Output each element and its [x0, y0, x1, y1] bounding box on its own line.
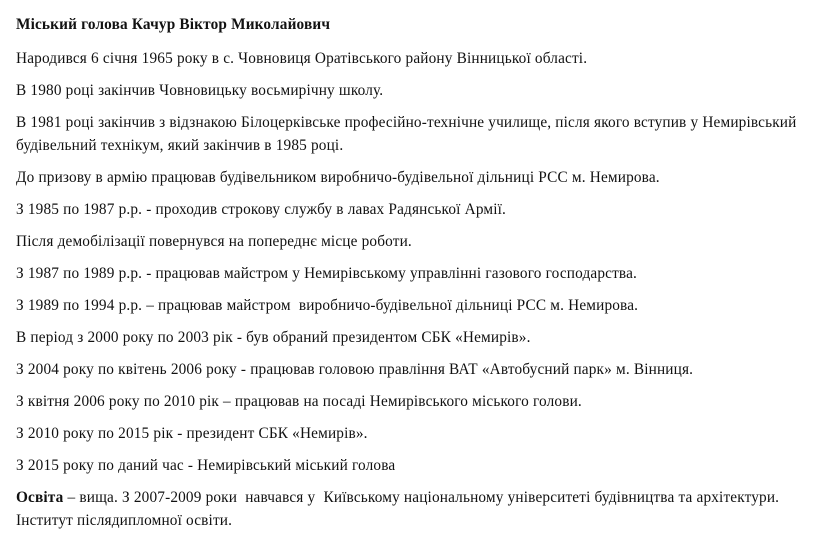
paragraph-birth: Народився 6 січня 1965 року в с. Човновиця Оратівського району Вінницької області.	[16, 50, 588, 67]
paragraph-school-1980: В 1980 році закінчив Човновицьку восьмирічну школу.	[16, 82, 384, 99]
education-text: – вища. З 2007-2009 роки навчався у Київському національному університеті будівництва та архітектури. Інститут післядипломної освіти.	[16, 489, 784, 529]
page-title: Міський голова Качур Віктор Миколайович	[16, 16, 331, 33]
paragraph-college-1981: В 1981 році закінчив з відзнакою Білоцерківське професійно-технічне училище, після якого вступив у Немирівський будівельний технікум, який закінчив в 1985 році.	[16, 114, 801, 154]
education-label: Освіта	[16, 489, 64, 506]
paragraph-sbk-2000-2003: В період з 2000 року по 2003 рік - був обраний президентом СБК «Немирів».	[16, 329, 531, 346]
paragraph-master-1989-1994: З 1989 по 1994 р.р. – працював майстром виробничо-будівельної дільниці РСС м. Немирова.	[16, 297, 639, 314]
paragraph-army-1985-1987: З 1985 по 1987 р.р. - проходив строкову службу в лавах Радянської Армії.	[16, 201, 507, 218]
paragraph-after-demobilization: Після демобілізації повернувся на попереднє місце роботи.	[16, 233, 412, 250]
paragraph-mayor-2006-2010: З квітня 2006 року по 2010 рік – працював на посаді Немирівського міського голови.	[16, 393, 582, 410]
paragraph-mayor-2015-present: З 2015 року по даний час - Немирівський міський голова	[16, 457, 396, 474]
paragraph-pre-army-work: До призову в армію працював будівельником виробничо-будівельної дільниці РСС м. Немирова.	[16, 169, 660, 186]
paragraph-sbk-2010-2015: З 2010 року по 2015 рік - президент СБК «Немирів».	[16, 425, 368, 442]
paragraph-gas-1987-1989: З 1987 по 1989 р.р. - працював майстром у Немирівському управлінні газового господарства.	[16, 265, 638, 282]
document-body	[16, 13, 810, 532]
paragraph-education	[16, 486, 810, 532]
paragraph-vat-2004-2006: З 2004 року по квітень 2006 року - працював головою правління ВАТ «Автобусний парк» м. Вінниця.	[16, 361, 694, 378]
